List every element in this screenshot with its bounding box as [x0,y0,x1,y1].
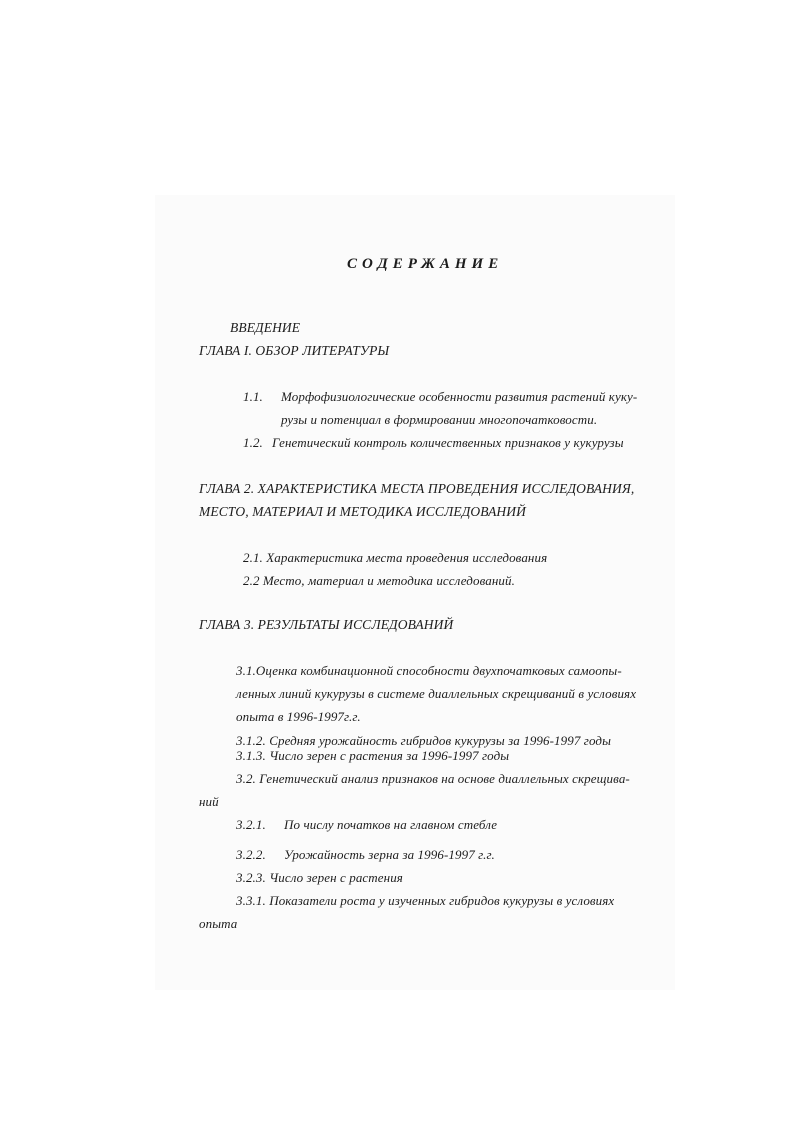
page-title: СОДЕРЖАНИЕ [347,256,504,272]
toc-entry-3-2-1 [236,817,497,833]
toc-entry-1-2 [243,435,624,451]
toc-entry-3-1-2: 3.1.2. Средняя урожайность гибридов кукурузы за 1996-1997 годы [236,733,611,748]
toc-entry-3-2-2 [236,847,495,863]
intro-entry: ВВЕДЕНИЕ [230,320,301,335]
toc-entry-number: 1.1. [243,389,263,404]
chapter-2-heading-line-1: ГЛАВА 2. ХАРАКТЕРИСТИКА МЕСТА ПРОВЕДЕНИЯ ИССЛЕДОВАНИЯ, [199,481,635,496]
toc-entry-number: 3.2.1. [236,817,266,832]
toc-entry-text: Генетический контроль количественных признаков у кукурузы [272,435,624,450]
toc-entry-3-3-1-line-1: 3.3.1. Показатели роста у изученных гибридов кукурузы в условиях [236,893,615,908]
toc-entry-text: Урожайность зерна за 1996-1997 г.г. [284,847,495,862]
toc-entry-3-2-3: 3.2.3. Число зерен с растения [236,870,403,885]
toc-entry-number: 1.2. [243,435,263,450]
toc-entry-2-1: 2.1. Характеристика места проведения исследования [243,550,548,565]
toc-entry-3-1-line-3: опыта в 1996-1997г.г. [236,709,361,724]
chapter-2-heading-line-2: МЕСТО, МАТЕРИАЛ И МЕТОДИКА ИССЛЕДОВАНИЙ [199,504,526,519]
toc-entry-3-1-line-1: 3.1.Оценка комбинационной способности двухпочатковых самоопы- [236,663,622,678]
scanned-page [155,195,675,990]
toc-entry-1-1-line-1 [243,389,637,405]
toc-entry-text: По числу початков на главном стебле [284,817,498,832]
toc-entry-1-1-line-2: рузы и потенциал в формировании многопочатковости. [281,412,598,427]
toc-entry-text: Морфофизиологические особенности развития растений куку- [281,389,638,404]
toc-entry-2-2: 2.2 Место, материал и методика исследований. [243,573,515,588]
toc-entry-number: 3.2.2. [236,847,266,862]
toc-entry-3-2-line-1: 3.2. Генетический анализ признаков на основе диаллельных скрещива- [236,771,630,786]
toc-entry-3-1-line-2: ленных линий кукурузы в системе диаллельных скрещиваний в условиях [236,686,637,701]
chapter-3-heading: ГЛАВА 3. РЕЗУЛЬТАТЫ ИССЛЕДОВАНИЙ [199,617,454,632]
chapter-1-heading: ГЛАВА I. ОБЗОР ЛИТЕРАТУРЫ [199,343,390,358]
toc-entry-3-3-1-line-2: опыта [199,916,238,931]
toc-entry-3-1-3: 3.1.3. Число зерен с растения за 1996-1997 годы [236,748,510,763]
toc-entry-3-2-line-2: ний [199,794,219,809]
